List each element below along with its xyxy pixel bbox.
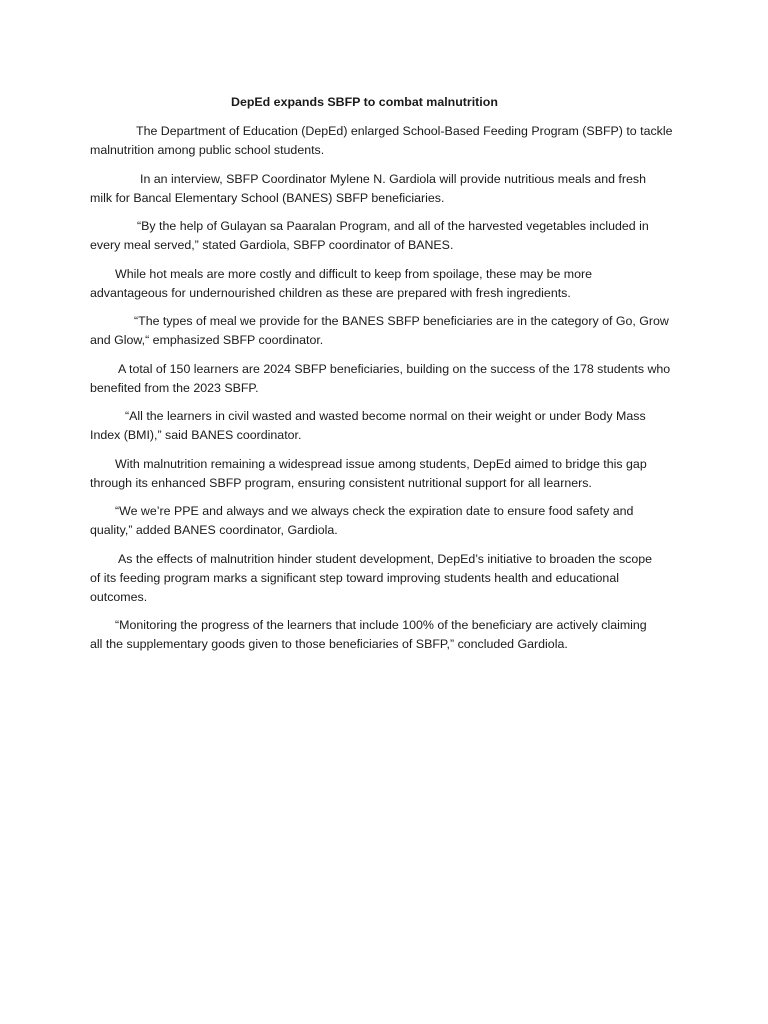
paragraph [90, 312, 690, 350]
paragraph [90, 616, 690, 654]
paragraph-line: every meal served,” stated Gardiola, SBFP coordinator of BANES. [90, 238, 454, 252]
paragraph-line: advantageous for undernourished children as these are prepared with fresh ingredients. [90, 285, 571, 300]
paragraph-line: through its enhanced SBFP program, ensuring consistent nutritional support for all learners. [90, 475, 592, 490]
paragraph-line: “The types of meal we provide for the BANES SBFP beneficiaries are in the category of Go, Grow [134, 314, 669, 328]
paragraph-line: and Glow,“ emphasized SBFP coordinator. [90, 333, 324, 347]
paragraph-line: “We we’re PPE and always and we always check the expiration date to ensure food safety and [115, 504, 634, 518]
paragraph-line: “Monitoring the progress of the learners that include 100% of the beneficiary are actively claiming [115, 618, 647, 632]
paragraph-line: A total of 150 learners are 2024 SBFP beneficiaries, building on the success of the 178 students who [118, 361, 671, 376]
paragraph-line: While hot meals are more costly and difficult to keep from spoilage, these may be more [115, 266, 593, 281]
document-title-text: DepEd expands SBFP to combat malnutrition [231, 95, 498, 109]
paragraph-line: With malnutrition remaining a widespread issue among students, DepEd aimed to bridge this gap [115, 456, 647, 471]
paragraph [90, 217, 690, 255]
paragraph-line: The Department of Education (DepEd) enlarged School-Based Feeding Program (SBFP) to tackle [136, 124, 673, 138]
paragraph [90, 360, 690, 398]
paragraph [90, 407, 690, 445]
paragraph-line: outcomes. [90, 589, 148, 604]
paragraph-line: “By the help of Gulayan sa Paaralan Program, and all of the harvested vegetables included in [137, 219, 649, 233]
paragraph-line: all the supplementary goods given to those beneficiaries of SBFP,” concluded Gardiola. [90, 637, 568, 651]
paragraph [90, 455, 690, 493]
paragraph [90, 550, 690, 607]
paragraph-line: In an interview, SBFP Coordinator Mylene N. Gardiola will provide nutritious meals and fresh [140, 171, 646, 186]
paragraph [90, 122, 690, 160]
paragraph-line: malnutrition among public school students. [90, 143, 325, 157]
paragraph-line: Index (BMI),” said BANES coordinator. [90, 428, 302, 442]
document-body [90, 122, 690, 664]
paragraph-line: As the effects of malnutrition hinder student development, DepEd’s initiative to broaden the scope [118, 551, 653, 566]
paragraph-line: benefited from the 2023 SBFP. [90, 380, 259, 395]
paragraph [90, 265, 690, 303]
paragraph-line: “All the learners in civil wasted and wasted become normal on their weight or under Body Mass [125, 409, 646, 423]
paragraph [90, 502, 690, 540]
paragraph-line: milk for Bancal Elementary School (BANES) SBFP beneficiaries. [90, 190, 445, 205]
paragraph-line: quality,” added BANES coordinator, Gardiola. [90, 523, 338, 537]
paragraph-line: of its feeding program marks a significant step toward improving students health and educational [90, 570, 619, 585]
paragraph [90, 170, 690, 208]
